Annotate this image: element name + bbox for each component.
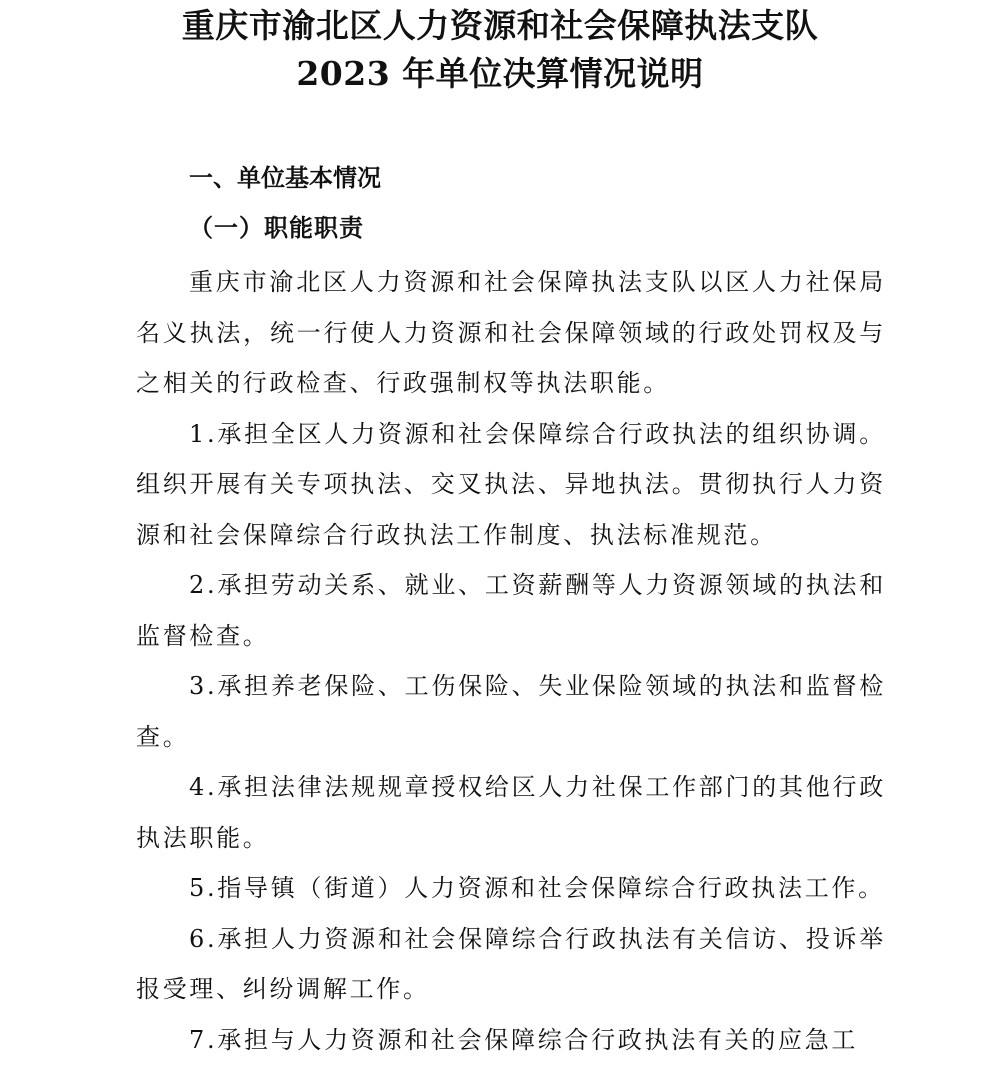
paragraph-item-5: 5.指导镇（街道）人力资源和社会保障综合行政执法工作。: [136, 863, 886, 914]
paragraph-item-7: 7.承担与人力资源和社会保障综合行政执法有关的应急工: [136, 1015, 886, 1065]
document-title-line-1: 重庆市渝北区人力资源和社会保障执法支队: [0, 4, 1000, 48]
paragraph-item-3: 3.承担养老保险、工伤保险、失业保险领域的执法和监督检查。: [136, 661, 886, 762]
subsection-heading-functions: （一）职能职责: [189, 208, 364, 248]
section-heading-basic-info: 一、单位基本情况: [189, 158, 381, 198]
document-title-line-2: 2023 年单位决算情况说明: [0, 52, 1000, 96]
document-body: [136, 257, 886, 1065]
paragraph-item-6: 6.承担人力资源和社会保障综合行政执法有关信访、投诉举报受理、纠纷调解工作。: [136, 914, 886, 1015]
paragraph-item-1: 1.承担全区人力资源和社会保障综合行政执法的组织协调。组织开展有关专项执法、交叉执法、异地执法。贯彻执行人力资源和社会保障综合行政执法工作制度、执法标准规范。: [136, 409, 886, 561]
paragraph-item-4: 4.承担法律法规规章授权给区人力社保工作部门的其他行政执法职能。: [136, 762, 886, 863]
paragraph-item-2: 2.承担劳动关系、就业、工资薪酬等人力资源领域的执法和监督检查。: [136, 560, 886, 661]
paragraph-intro: 重庆市渝北区人力资源和社会保障执法支队以区人力社保局名义执法，统一行使人力资源和社会保障领域的行政处罚权及与之相关的行政检查、行政强制权等执法职能。: [136, 257, 886, 409]
